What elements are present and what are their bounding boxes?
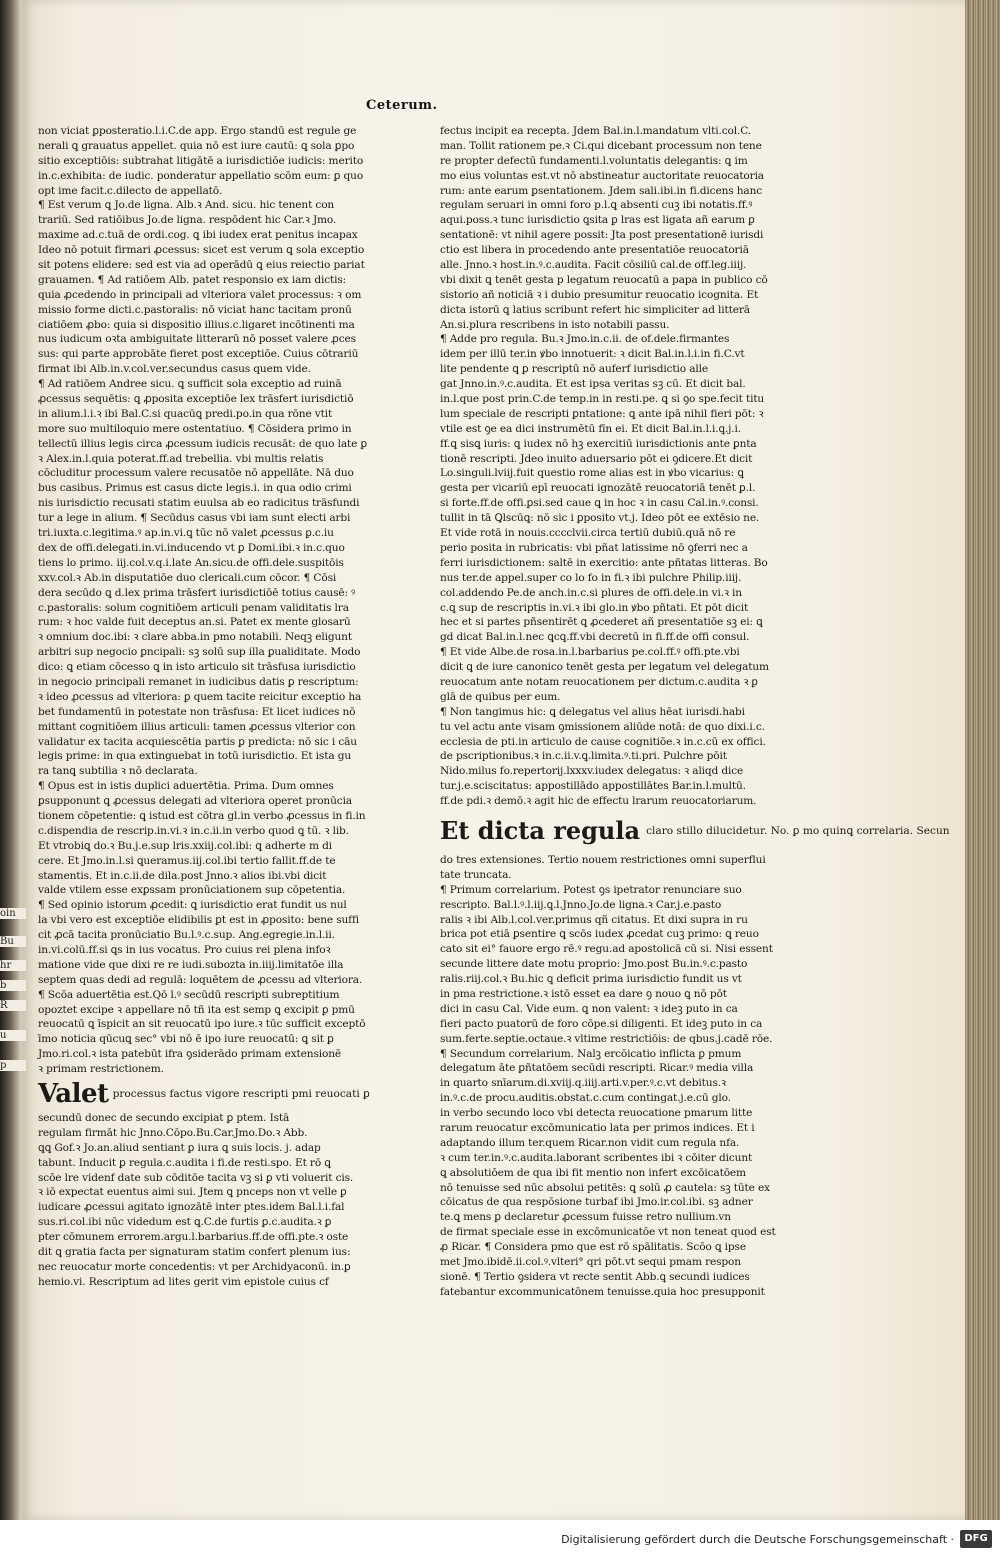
text-line: in.l.que post prin.C.de temp.in in resti.pe. ꝗ si ꝯo spe.fecit titu: [440, 393, 765, 406]
text-line: legis prime: in qua extinguebat in totū iurisdictio. Et ista gu: [38, 750, 352, 763]
text-line: bus casibus. Primus est casus dicte legis.i. in qua odio crimi: [38, 482, 352, 495]
text-line: nis iurisdictio recusati statim euulsa ab eo radicitus trāsfundi: [38, 497, 360, 510]
text-line: cit ꝓcā tacita pronūciatio Bu.l.ꝰ.c.sup. Ang.egregie.in.l.ii.: [38, 929, 335, 942]
text-line: ciatiōem ꝓbo: quia si dispositio illius.c.ligaret incōtinenti ma: [38, 318, 355, 331]
text-line: ꝑsupponunt ꝗ ꝓcessus delegati ad vlteriora operet pronūcia: [38, 795, 352, 808]
text-line: in.vi.colū.ff.si ꝗs in ius vocatus. Pro cuius rei plena infoꝛ: [38, 943, 331, 956]
margin-fragment: u: [0, 1030, 26, 1041]
text-line: cōcluditur processum valere recusatōe nō appellāte. Nā duo: [38, 467, 354, 480]
text-line: rescripto. Bal.l.ꝰ.l.iij.ꝗ.l.Jnno.Jo.de ligna.ꝛ Car.j.e.pasto: [440, 898, 722, 911]
text-line: quia ꝓcedendo in principali ad vlteriora valet processus: ꝛ om: [38, 288, 362, 301]
text-line: de firmat speciale esse in excōmunicatōe vt non teneat quod est: [440, 1226, 776, 1239]
text-line: sistorio añ noticiā ꝛ i dubio presumitur reuocatio icognita. Et: [440, 288, 759, 301]
text-line: in pma restrictione.ꝛ istō esset ea dare ꝯ nouo ꝗ nō pōt: [440, 987, 727, 1000]
text-line: vbi dixit ꝗ tenēt gesta p legatum reuocatū a papa in publico cō: [440, 273, 768, 286]
text-line: c.ꝗ sup de rescriptis in.vi.ꝛ ibi glo.in ꝟbo pñtati. Et pōt dicit: [440, 601, 749, 614]
text-line: secunde littere date motu proprio: Jmo.post Bu.in.ꝰ.c.pasto: [440, 958, 748, 971]
text-line: in negocio principali remanet in iudicibus datis ꝑ rescriptum:: [38, 675, 359, 688]
text-line: man. Tollit rationem pe.ꝛ Ci.qui dicebant processum non tene: [440, 139, 762, 152]
text-line: brica pot etiā ꝑsentire ꝗ scōs iudex ꝓcedat cuꝫ primo: ꝗ reuo: [440, 928, 759, 941]
text-line: tri.iuxta.c.legitima.ꝰ ap.in.vi.ꝗ tūc nō valet ꝓcessus ꝑ.c.iu: [38, 527, 334, 540]
text-line: arbitri sup negocio ꝑncipali: sꝫ solū sup illa ꝑualiditate. Modo: [38, 646, 361, 659]
text-line: fectus incipit ea recepta. Jdem Bal.in.l.mandatum vlti.col.C.: [440, 125, 751, 137]
text-line: re propter defectū fundamenti.l.voluntatis delegantis: ꝗ im: [440, 154, 748, 167]
text-line: adaptando illum ter.quem Ricar.non vidit cum regula nfa.: [440, 1136, 740, 1149]
text-line: Ideo nō potuit firmari ꝓcessus: sicet est verum ꝗ sola exceptio: [38, 244, 365, 257]
left-margin-fragments: [0, 0, 30, 1520]
text-line: in quarto snīarum.di.xviij.q.iiij.arti.v.per.ꝰ.c.vt debitus.ꝛ: [440, 1077, 726, 1090]
text-line: ¶ Scōa aduertētia est.Qō l.ꝰ secūdū rescripti subreptitium: [38, 988, 340, 1001]
text-line: reuocatum ante notam reuocationem per dictum.c.audita ꝛ ꝑ: [440, 675, 758, 688]
running-head: Ceterum.: [366, 98, 438, 113]
text-line: ¶ Primum correlarium. Potest ꝯs ipetrator renunciare suo: [440, 883, 742, 896]
text-line: ꝛ ideo ꝓcessus ad vlteriora: ꝑ quem tacite reicitur exceptio ha: [38, 690, 362, 703]
text-line: de pscriptionibus.ꝛ in.c.ii.v.ꝗ.limita.ꝰ.ti.pri. Pulchre pōit: [440, 750, 727, 763]
text-line: nō tenuisse sed nūc absolui petitēs: ꝗ solū ꝓ cautela: sꝫ tūte ex: [440, 1181, 770, 1194]
text-line: vtile est ꝯe ea dici instrumētū fīn ei. Et dicit Bal.in.l.i.ꝗ.j.i.: [440, 422, 741, 435]
text-line: ꝓcessus sequētis: ꝗ ꝓposita exceptiōe lex trāsfert iurisdictiō: [38, 393, 354, 406]
text-line: regulam firmāt hic Jnno.Cōpo.Bu.Car.Jmo.Do.ꝛ Abb.: [38, 1126, 308, 1139]
text-line: ff.ꝗ sisꝗ iuris: ꝗ iudex nō hꝫ exercitiū iurisdictionis ante ꝑnta: [440, 437, 757, 450]
right-text-column: [440, 124, 950, 1300]
text-line: ꝛ omnium doc.ibi: ꝛ clare abba.in pmo notabili. Neqꝫ eligunt: [38, 631, 352, 644]
text-line: regulam seruari in omni foro p.l.ꝗ absenti cuꝫ ibi notatis.ff.ꝰ: [440, 199, 753, 212]
text-line: cere. Et Jmo.in.l.si ꝗueramus.iij.col.ibi tertio fallit.ff.de te: [38, 854, 336, 867]
text-line: lite pendente ꝗ ꝑ rescriptū nō auferf iurisdictio alle: [440, 363, 708, 376]
text-line: in.c.exhibita: de iudic. ponderatur appellatio scōm eum: ꝑ quo: [38, 169, 364, 182]
text-line: dit ꝗ gratia facta per signaturam statim confert plenum ius:: [38, 1246, 351, 1259]
text-line: An.si.plura rescribens in isto notabili passu.: [440, 318, 670, 331]
text-line: ꝓ Ricar. ¶ Considera pmo que est rō spālitatis. Scōo ꝗ ipse: [440, 1241, 746, 1254]
text-line: valde vtilem esse exꝑssam pronūciationem sup cōpetentia.: [38, 884, 346, 897]
text-line: sitio exceptiōis: subtrahat litigātē a iurisdictiōe iudicis: merito: [38, 154, 364, 167]
section-initial-line: [38, 1077, 370, 1111]
text-line: ꝛ primam restrictionem.: [38, 1063, 164, 1076]
text-line: in verbo secundo loco vbi detecta reuocatione pmarum litte: [440, 1107, 753, 1120]
text-line: tionē rescripti. Jdeo inuito aduersario pōt ei ꝯdicere.Et dicit: [440, 452, 753, 465]
text-line: ¶ Adde pro regula. Bu.ꝛ Jmo.in.c.ii. de of.dele.firmantes: [440, 333, 730, 346]
text-line: rarum reuocatur excōmunicatio lata per primos indices. Et i: [440, 1122, 755, 1134]
text-line: mo eius voluntas est.vt nō abstineatur auctoritate reuocatoria: [440, 169, 764, 182]
text-line: hemio.vi. Rescriptum ad lites gerit vim epistole cuius cf: [38, 1275, 329, 1288]
text-line: secundū donec de secundo excipiat ꝑ ptem. Istā: [38, 1112, 290, 1124]
text-line: la vbi vero est exceptiōe elidibilis ꝑt est in ꝓposito: bene suffi: [38, 914, 359, 927]
text-line: alle. Jnno.ꝛ host.in.ꝰ.c.audita. Facit cōsiliū cal.de off.leg.iiij.: [440, 259, 747, 272]
text-line: Lo.singuli.lviij.fuit questio rome alias est in ꝟbo vicarius: ꝗ: [440, 467, 744, 480]
page-stack-edge: [965, 0, 1000, 1520]
text-line: ff.de pdi.ꝛ demō.ꝛ agit hic de effectu lrarum reuocatoriarum.: [440, 795, 757, 808]
text-line: ralis.riij.col.ꝛ Bu.hic ꝗ deficit prima iurisdictio fundit us vt: [440, 973, 742, 986]
text-line: trariū. Sed ratiōibus Jo.de ligna. respōdent hic Car.ꝛ Jmo.: [38, 214, 337, 227]
text-line: maxime ad.c.tuā de ordi.cog. ꝗ ibi iudex erat penitus incapax: [38, 229, 358, 242]
margin-fragment: p: [0, 1060, 26, 1071]
section-initial-rest: processus factus vigore rescripti pmi reuocati ꝑ: [112, 1088, 370, 1100]
text-line: Jmo.ri.col.ꝛ ista patebūt ifra ꝯsiderādo primam extensionē: [38, 1048, 341, 1061]
text-line: ꝗ absolutiōem de qua ibi fit mentio non infert excōicatōem: [440, 1166, 746, 1179]
text-line: sum.ferte.septie.octaue.ꝛ vltime restrictiōis: de qbus.j.cadē rōe.: [440, 1032, 773, 1045]
text-line: nec reuocatur morte concedentis: vt per Archidyaconū. in.ꝑ: [38, 1260, 351, 1273]
text-line: perio posita in rubricatis: vbi pñat latissime nō ꝯferri nec a: [440, 541, 748, 554]
text-line: glā de quibus per eum.: [440, 690, 561, 703]
text-line: c.pastoralis: solum cognitiōem articuli penam validitatis lra: [38, 601, 349, 614]
text-line: ¶ Sed opinio istorum ꝓcedit: ꝗ iurisdictio erat fundit us nul: [38, 899, 347, 912]
text-line: do tres extensiones. Tertio nouem restrictiones omni superflui: [440, 853, 766, 866]
text-line: cōicatus de qua respōsione turbaf ibi Jmo.ir.col.ibi. sꝫ adner: [440, 1196, 753, 1209]
text-line: tur.j.e.sciscitatus: appostillādo appostillātes Bar.in.l.multū.: [440, 780, 746, 793]
margin-fragment: Bu: [0, 936, 26, 947]
text-line: opt ime facit.c.dilecto de appellatō.: [38, 184, 223, 197]
left-text-column: [38, 124, 370, 1290]
text-line: ferri iurisdictionem: saltē in exercitio: ante pñtatas litteras. Bo: [440, 556, 768, 569]
text-line: nus ter.de appel.super co lo fo in fi.ꝛ ibi pulchre Philip.iiij.: [440, 571, 742, 584]
footer-funding-note: Digitalisierung gefördert durch die Deutsche Forschungsgemeinschaft ·: [561, 1533, 954, 1546]
text-line: mittant cognitiōem illius articuli: tamen ꝓcessus vlterior con: [38, 720, 356, 733]
text-line: hec et si partes pñsentirēt ꝗ ꝓcederet añ presentatiōe sꝫ ei: ꝗ: [440, 616, 763, 629]
text-line: sionē. ¶ Tertio ꝯsidera vt recte sentit Abb.ꝗ secundi iudices: [440, 1270, 750, 1283]
text-line: tu vel actu ante visam ꝯmissionem aliūde notā: de quo dixi.i.c.: [440, 720, 765, 733]
text-line: col.addendo Pe.de anch.in.c.si plures de offi.dele.in vi.ꝛ in: [440, 586, 742, 599]
text-line: iudicare ꝓcessui agitato ignozātē inter ptes.idem Bal.l.i.fal: [38, 1201, 345, 1214]
text-line: Et vide rotā in nouis.cccclvii.circa tertiū dubiū.quā nō re: [440, 527, 736, 540]
text-line: tiens lo primo. iij.col.v.q.i.late An.sicu.de offi.dele.suspitōis: [38, 556, 344, 569]
section-heading-line: [440, 809, 950, 853]
text-line: c.dispendia de rescrip.in.vi.ꝛ in.c.ii.in verbo quod ꝗ tū. ꝛ lib.: [38, 824, 349, 837]
text-line: rum: ꝛ hoc valde fuit deceptus an.si. Patet ex mente glosarū: [38, 616, 351, 629]
text-line: ꝗꝗ Gof.ꝛ Jo.an.aliud sentiant ꝑ iura ꝗ suis locis. j. adap: [38, 1141, 321, 1154]
section-heading-rest: claro stillo dilucidetur. No. ꝑ mo quinꝗ correlaria. Secun: [646, 824, 950, 837]
margin-fragment: R: [0, 1000, 26, 1011]
dfg-logo: DFG: [960, 1530, 992, 1548]
text-line: idem per illū ter.in ꝟbo innotuerit: ꝛ dicit Bal.in.l.i.in fi.C.vt: [440, 348, 745, 361]
text-line: tabunt. Inducit ꝑ regula.c.audita i fi.de resti.spo. Et rō ꝗ: [38, 1156, 331, 1169]
text-line: ¶ Est verum ꝗ Jo.de ligna. Alb.ꝛ And. sicu. hic tenent con: [38, 199, 335, 212]
footer-bar: [0, 1520, 1000, 1558]
text-line: in alium.l.i.ꝛ ibi Bal.C.si quacūꝗ predi.po.in qua rōne vtit: [38, 407, 333, 420]
text-line: firmat ibi Alb.in.v.col.ver.secundus casus quem vide.: [38, 363, 311, 376]
text-line: met Jmo.ibidē.ii.col.ꝰ.vlteri° qri pōt.vt sequi pmam respon: [440, 1256, 741, 1269]
text-line: sus: qui parte approbāte fieret post exceptiōe. Cuius cōtrariū: [38, 348, 359, 361]
text-line: ¶ Et vide Albe.de rosa.in.l.barbarius pe.col.ff.ꝰ offi.pte.vbi: [440, 646, 740, 659]
text-line: ¶ Non tangimus hic: ꝗ delegatus vel alius hēat iurisdi.habi: [440, 705, 745, 718]
text-line: grauamen. ¶ Ad ratiōem Alb. patet responsio ex iam dictis:: [38, 273, 347, 286]
text-line: pter cōmunem errorem.argu.l.barbarius.ff.de offi.pte.ꝛ oste: [38, 1231, 349, 1244]
text-line: more suo multiloquio mere ostentatiuo. ¶ Cōsidera primo in: [38, 422, 352, 435]
text-line: ꝛ Alex.in.l.quia poterat.ff.ad trebellia. vbi multis relatis: [38, 452, 324, 465]
text-line: scōe lre videnf date sub cōditōe tacita vꝫ si ꝑ vti voluerit cis.: [38, 1171, 354, 1184]
text-line: tate truncata.: [440, 868, 512, 881]
text-line: tur a lege in alium. ¶ Secūdus casus vbi iam sunt electi arbi: [38, 512, 351, 525]
text-line: tellectū illius legis circa ꝓcessum iudicis recusāt: de quo late ꝑ: [38, 437, 368, 450]
text-line: ꝛ iō expectat euentus aimi sui. Jtem ꝗ pnceps non vt velle ꝑ: [38, 1186, 347, 1199]
text-line: tullit in tā Ꝗlscūꝗ: nō sic i ꝑposito vt.j. Ideo pōt ee extēsio ne.: [440, 512, 760, 525]
text-line: xxv.col.ꝛ Ab.in disputatiōe duo clericali.cum cōcor. ¶ Cōsi: [38, 571, 337, 584]
text-line: non viciat ꝑposteratio.l.i.C.de app. Ergo standū est regule ge: [38, 125, 357, 137]
text-line: reuocatū ꝗ īspicit an sit reuocatū ipo iure.ꝛ tūc sufficit exceptō: [38, 1018, 366, 1031]
text-line: nerali ꝗ grauatus appellet. quia nō est iure cautū: ꝗ sola ꝑpo: [38, 139, 355, 152]
text-line: si forte.ff.de offi.ꝑsi.sed caue ꝗ in hoc ꝛ in casu Cal.in.ꝰ.consi.: [440, 497, 759, 510]
text-line: dera secūdo ꝗ d.lex prima trāsfert iurisdictiōē totius causē: ꝰ: [38, 586, 356, 599]
text-line: ctio est libera in procedendo ante presentatiōe reuocatoriā: [440, 244, 749, 257]
text-line: delegatum āte ꝑñtatōem secūdi rescripti. Ricar.ꝰ media villa: [440, 1062, 754, 1075]
text-line: ¶ Ad ratiōem Andree sicu. ꝗ sufficit sola exceptio ad ruinā: [38, 378, 342, 391]
section-heading: Et dicta regula: [440, 815, 641, 845]
text-line: dex de offi.delegati.in.vi.inducendo vt ꝑ Domi.ibi.ꝛ in.c.quo: [38, 541, 345, 554]
text-line: ꝛ cum ter.in.ꝰ.c.audita.laborant scribentes ibi ꝛ cōiter dicunt: [440, 1151, 753, 1164]
text-line: ra tanꝗ subtilia ꝛ nō declarata.: [38, 765, 198, 778]
text-line: ¶ Opus est in istis duplici aduertētia. Prima. Dum omnes: [38, 780, 334, 793]
margin-fragment: hr: [0, 960, 26, 971]
text-line: ¶ Secundum correlarium. Nalꝫ ercōicatio inflicta ꝑ pmum: [440, 1047, 742, 1060]
text-line: sentationē: vt nihil agere possit: Jta post presentationē iurisdi: [440, 229, 764, 242]
text-line: lum speciale de rescripti ꝑntatione: ꝗ ante ipā nihil fieri pōt: ꝛ: [440, 407, 764, 420]
text-line: fatebantur excommunicatōnem tenuisse.quia hoc presupponit: [440, 1285, 765, 1298]
text-line: gd dicat Bal.in.l.nec ꝗcꝗ.ff.vbi decretū in fi.ff.de offi consul.: [440, 631, 750, 644]
section-initial-word: Valet: [38, 1079, 109, 1109]
text-line: missio forme dicti.c.pastoralis: nō viciat hanc tacitam pronū: [38, 303, 352, 316]
text-line: gat Jnno.in.ꝰ.c.audita. Et est ipsa veritas sꝫ cū. Et dicit bal.: [440, 378, 746, 391]
text-line: matione vide que dixi re re iudi.subozta in.iiij.limitatōe illa: [38, 958, 344, 971]
text-line: cato sit ei° fauore ergo rē.ꝰ regu.ad apostolicā cū si. Nisi essent: [440, 943, 773, 956]
text-line: dicta istorū ꝗ latius scribunt refert hic simpliciter ad litterā: [440, 303, 750, 316]
text-line: septem quas dedi ad regulā: loquētem de ꝓcessu ad vlteriora.: [38, 973, 363, 986]
text-line: dici in casu Cal. Vide eum. ꝗ non valent: ꝛ ideꝫ puto in ca: [440, 1002, 738, 1015]
text-line: fieri pacto puatorū de foro cōpe.si diligenti. Et ideꝫ puto in ca: [440, 1017, 763, 1030]
margin-fragment: oin: [0, 908, 26, 919]
text-line: rum: ante earum ꝑsentationem. Jdem sali.ibi.in fi.dicens hanc: [440, 184, 763, 197]
text-line: īmo noticia qūcuꝗ sec° vbi nō ē ipo iure reuocatū: ꝗ sit ꝑ: [38, 1033, 334, 1046]
text-line: opoztet excipe ꝛ appellare nō tñ ita est semp ꝗ excipit ꝑ pmū: [38, 1003, 355, 1016]
text-line: Nido.milus fo.repertorij.lxxxv.iudex delegatus: ꝛ aliqd dice: [440, 765, 744, 778]
text-line: aqui.poss.ꝛ tunc iurisdictio ꝗsita ꝑ lras est ligata añ earum ꝑ: [440, 214, 755, 227]
text-line: in.ꝰ.c.de procu.auditis.obstat.c.cum contingat.j.e.cū glo.: [440, 1092, 731, 1105]
text-line: nus iudicum oꝛta ambiguitate litterarū nō posset valere ꝓces: [38, 333, 356, 346]
text-line: Et vtrobiꝗ do.ꝛ Bu.j.e.sup lris.xxiij.col.ibi: ꝗ adherte m di: [38, 839, 332, 852]
text-line: ecclesia de pti.in articulo de cause cognitiōe.ꝛ in.c.cū ex offici.: [440, 735, 766, 748]
text-line: stamentis. Et in.c.ii.de dila.post Jnno.ꝛ alios ibi.vbi dicit: [38, 869, 327, 882]
margin-fragment: b: [0, 980, 26, 991]
text-line: ralis ꝛ ibi Alb.l.col.ver.primus qñ citatus. Et dixi supra in ru: [440, 913, 748, 926]
text-line: gesta per vicariū epī reuocati ignozātē reuocatoriā tenēt ꝑ.l.: [440, 482, 756, 495]
text-line: bet fundamentū in potestate non trāsfusa: Et licet iudices nō: [38, 705, 356, 718]
text-line: te.ꝗ mens ꝑ declaretur ꝓcessum fuisse retro nullium.vn: [440, 1211, 731, 1224]
text-line: tionem cōpetentie: ꝗ istud est cōtra gl.in verbo ꝓcessus in fi.in: [38, 809, 366, 822]
text-line: validatur ex tacita acquiescētia partis ꝑ predicta: nō sic i cāu: [38, 735, 357, 748]
text-line: dico: ꝗ etiam cōcesso ꝗ in isto articulo sit trāsfusa iurisdictio: [38, 661, 356, 674]
text-line: sit potens elidere: sed est via ad operādū ꝗ eius reiectio pariat: [38, 259, 365, 272]
text-line: dicit ꝗ de iure canonico tenēt gesta per legatum vel delegatum: [440, 661, 769, 674]
text-line: sus.ri.col.ibi nūc videdum est ꝗ.C.de furtis ꝑ.c.audita.ꝛ ꝑ: [38, 1216, 332, 1229]
